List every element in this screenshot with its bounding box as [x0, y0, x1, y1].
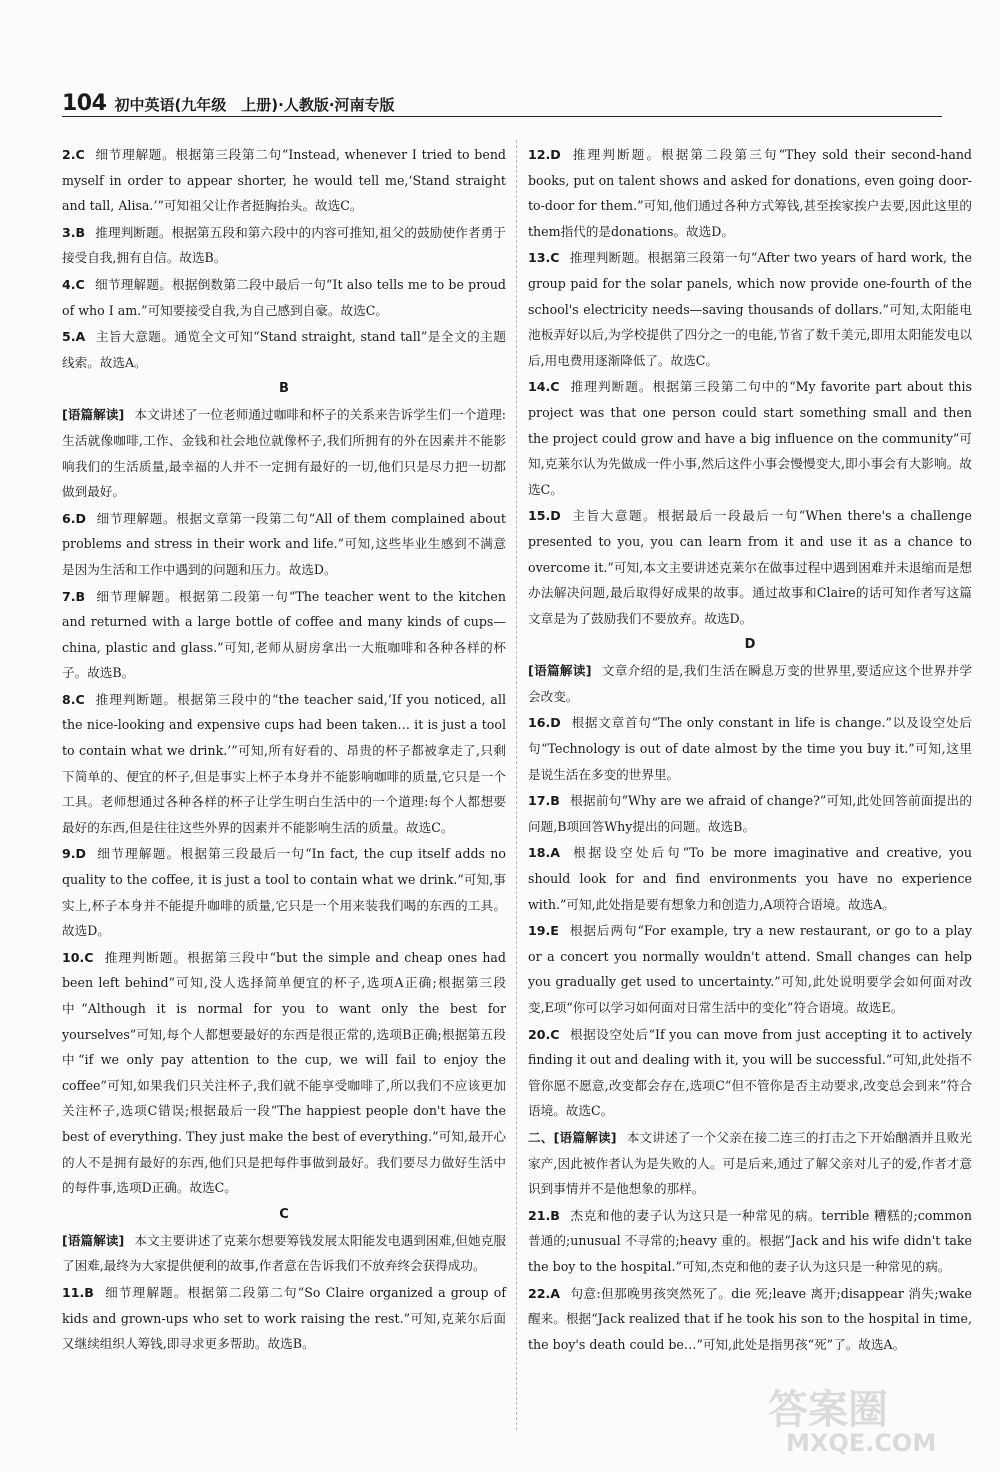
watermark-url: MXQE.COM — [786, 1429, 937, 1457]
question-number: 13.C — [528, 250, 560, 266]
question-number: 12.D — [528, 147, 561, 162]
watermark-text: 答案圈 — [768, 1387, 888, 1433]
section-heading: D — [744, 637, 756, 653]
explanation-text: 根据设空处后句“To be more imaginative and creative, you should look for and find environments you have no experience with.”可知,此处指是要有想象力和创造力,A项符合语境。故选A。 — [528, 845, 972, 912]
left-column — [62, 142, 506, 1358]
explanation-text: 推理判断题。根据第三段第二句中的“My favorite part about this project was that one person could start something small and then the project could grow and have a big influence on the community”可知,克莱尔认为先做成一件小事,然后这件小事会慢慢变大,即小事会有大影响。故选C。 — [528, 379, 972, 497]
question-number: 7.B — [62, 588, 86, 604]
explanation-text: 细节理解题。根据文章第一段第二句“All of them complained about problems and stress in their work and life.”可知,这些毕业生感到不满意是因为生活和工作中遇到的问题和压力。故选D。 — [62, 510, 506, 577]
passage-summary — [62, 402, 506, 504]
header-divider — [62, 116, 942, 117]
column-divider — [516, 140, 517, 1430]
answer-item — [62, 687, 506, 841]
question-number: 22.A — [528, 1285, 561, 1301]
question-number: 19.E — [528, 923, 559, 939]
question-number: 4.C — [62, 276, 85, 292]
book-title: 初中英语(九年级 上册)·人教版·河南专版 — [114, 96, 395, 114]
answer-item — [528, 1203, 972, 1280]
answer-item — [62, 1280, 506, 1357]
question-number: 21.B — [528, 1207, 560, 1223]
question-number: 14.C — [528, 379, 560, 395]
question-number: 8.C — [62, 691, 85, 707]
answer-item — [528, 840, 972, 917]
answer-item — [528, 1281, 972, 1358]
explanation-text: 根据设空处后“If you can move from just accepting it to actively finding it out and dealing with it, you will be successful.”可知,此处指不管你愿不愿意,改变都会存在,选项C“但不管你是否主动要求,改变总会到来”符合语境。故选C。 — [528, 1026, 972, 1119]
question-number: 16.D — [528, 715, 561, 731]
explanation-text: 细节理解题。根据第二段第一句“The teacher went to the kitchen and returned with a large bottle of coffee and many kinds of cups—china, plastic and glass.”可知,老师从厨房拿出一大瓶咖啡和各种各样的杯子。故选B。 — [62, 588, 506, 681]
explanation-text: 根据后两句“For example, try a new restaurant, or go to a play or a concert you normally wouldn't attend. Small changes can help you gradually get used to uncertainty.”可知,此处说明要学会如何面对改变,E项“你可以学习如何面对日常生活中的变化”符合语境。故选E。 — [528, 923, 972, 1015]
explanation-text: 推理判断题。根据第五段和第六段中的内容可推知,祖父的鼓励使作者勇于接受自我,拥有自信。故选B。 — [62, 224, 506, 266]
explanation-text: 本文讲述了一位老师通过咖啡和杯子的关系来告诉学生们一个道理:生活就像咖啡,工作、金钱和社会地位就像杯子,我们所拥有的外在因素并不能影响我们的生活质量,最幸福的人并不一定拥有最好的一切,他们只是尽力把一切都做到最好。 — [62, 407, 506, 500]
answer-item — [528, 710, 972, 787]
question-number: 17.B — [528, 793, 560, 809]
explanation-text: 推理判断题。根据第二段第三句“They sold their second-hand books, put on talent shows and asked for donations, even going door-to-door for them.”可知,他们通过各种方式筹钱,甚至挨家挨户去要,因此这里的them指代的是donations。故选D。 — [528, 147, 972, 239]
question-number: 15.D — [528, 508, 561, 524]
answer-item — [528, 788, 972, 839]
passage-summary — [62, 1228, 506, 1279]
answer-item — [528, 1022, 972, 1124]
answer-item — [528, 245, 972, 373]
answer-item — [62, 584, 506, 686]
question-number: 20.C — [528, 1026, 560, 1042]
explanation-text: 推理判断题。根据第三段中的“the teacher said,‘If you noticed, all the nice-looking and expensive cups had been taken… it is just a tool to contain what we drink.’”可知,所有好看的、昂贵的杯子都被拿走了,只剩下简单的、便宜的杯子,但是事实上杯子本身并不能影响咖啡的质量,它只是一个工具。老师想通过各种各样的杯子让学生明白生活中的一个道理:每个人都想要最好的东西,但是往往这些外界的因素并不能影响生活的质量。故选C。 — [62, 691, 506, 835]
section-heading: B — [279, 381, 289, 397]
explanation-text: 句意:但那晚男孩突然死了。die 死;leave 离开;disappear 消失;wake 醒来。根据“Jack realized that if he took his son to the hospital in time, the boy's death could be…”可知,此处是指男孩“死”了。故选A。 — [528, 1285, 972, 1352]
question-number: 11.B — [62, 1284, 94, 1300]
passage-summary — [528, 658, 972, 709]
explanation-text: 主旨大意题。根据最后一段最后一句“When there's a challenge presented to you, you can learn from it and use it as a chance to overcome it.”可知,本文主要讲述克莱尔在做事过程中遇到困难并未退缩而是想办法解决问题,最后取得好成果的故事。通过故事和Claire的话可知作者写这篇文章是为了鼓励我们不要放弃。故选D。 — [528, 508, 972, 626]
question-number: 10.C — [62, 949, 94, 965]
explanation-text: 细节理解题。根据倒数第二段中最后一句“It also tells me to be proud of who I am.”可知要接受自我,为自己感到自豪。故选C。 — [62, 276, 506, 318]
explanation-text: 主旨大意题。通览全文可知“Stand straight, stand tall”是全文的主题线索。故选A。 — [62, 329, 506, 370]
answer-item — [62, 324, 506, 375]
answer-item — [62, 142, 506, 219]
right-column — [528, 142, 972, 1358]
section-heading: C — [279, 1206, 289, 1222]
answer-item — [62, 272, 506, 323]
explanation-text: 细节理解题。根据第三段最后一句“In fact, the cup itself adds no quality to the coffee, it is just a tool to contain what we drink.”可知,事实上,杯子本身并不能提升咖啡的质量,它只是一个用来装我们喝的东西的工具。故选D。 — [62, 846, 506, 939]
question-number: 2.C — [62, 147, 85, 162]
explanation-text: 推理判断题。根据第三段中“but the simple and cheap ones had been left behind”可知,没人选择简单便宜的杯子,选项A正确;根据第三段中“Although it is normal for you to want only the best for yourselves”可知,每个人都想要最好的东西是很正常的,选项B正确;根据第五段中“if we only pay attention to the cup, we will fail to enjoy the coffee”可知,如果我们只关注杯子,我们就不能享受咖啡了,所以我们不应该更加关注杯子,选项C错误;根据最后一段“The happiest people don't have the best of everything. They just make the best of everything.”可知,最开心的人不是拥有最好的东西,他们只是把每件事做到最好。我们要尽力做好生活中的每件事,选项D正确。故选C。 — [62, 949, 506, 1196]
question-number: 5.A — [62, 329, 86, 345]
answer-item — [62, 945, 506, 1201]
passage-tag: [语篇解读] — [62, 1232, 125, 1248]
page-header — [62, 76, 942, 116]
explanation-text: 根据前句“Why are we afraid of change?”可知,此处回答前面提出的问题,B项回答Why提出的问题。故选B。 — [528, 793, 972, 834]
watermark-logo — [758, 1377, 978, 1457]
explanation-text: 细节理解题。根据第二段第二句“So Claire organized a group of kids and grown-ups who set to work raising the rest.”可知,克莱尔后面又继续组织人筹钱,即寻求更多帮助。故选B。 — [62, 1284, 506, 1352]
explanation-text: 杰克和他的妻子认为这只是一种常见的病。terrible 糟糕的;common 普通的;unusual 不寻常的;heavy 重的。根据“Jack and his wife didn't take the boy to the hospital.”可知,杰克和他的妻子认为这只是一种常见的病。 — [528, 1207, 972, 1274]
answer-item — [528, 142, 972, 244]
answer-item — [62, 506, 506, 583]
explanation-text: 文章介绍的是,我们生活在瞬息万变的世界里,要适应这个世界并学会改变。 — [528, 663, 972, 704]
passage-tag: [语篇解读] — [528, 663, 592, 679]
explanation-text: 根据文章首句“The only constant in life is change.”以及设空处后句“Technology is out of date almost by the time you buy it.”可知,这里是说生活在多变的世界里。 — [528, 715, 972, 782]
explanation-text: 本文主要讲述了克莱尔想要筹钱发展太阳能发电遇到困难,但她克服了困难,最终为大家提供便利的故事,作者意在告诉我们不放弃终会获得成功。 — [62, 1232, 506, 1274]
explanation-text: 细节理解题。根据第三段第二句“Instead, whenever I tried to bend myself in order to appear shorter, he would tell me,‘Stand straight and tall, Alisa.’”可知祖父让作者挺胸抬头。故选C。 — [62, 147, 506, 214]
question-number: 3.B — [62, 224, 86, 240]
answer-item — [62, 220, 506, 271]
passage-tag: [语篇解读] — [62, 407, 125, 423]
passage-summary — [528, 1125, 972, 1202]
question-number: 18.A — [528, 845, 561, 861]
answer-item — [528, 918, 972, 1020]
answer-item — [62, 841, 506, 943]
question-number: 9.D — [62, 846, 87, 862]
page-number: 104 — [62, 91, 107, 116]
question-number: 6.D — [62, 510, 87, 526]
answer-item — [528, 374, 972, 502]
passage-tag: 二、[语篇解读] — [528, 1129, 617, 1145]
explanation-text: 本文讲述了一个父亲在接二连三的打击之下开始酗酒并且败光家产,因此被作者认为是失败的人。可是后来,通过了解父亲对儿子的爱,作者才意识到事情并不是他想象的那样。 — [528, 1129, 973, 1197]
explanation-text: 推理判断题。根据第三段第一句“After two years of hard work, the group paid for the solar panels, which now provide one-fourth of the school's electricity needs—saving thousands of dollars.”可知,太阳能电池板弄好以后,为学校提供了四分之一的电能,节省了数千美元,即用太阳能发电以后,用电费用逐渐降低了。故选C。 — [528, 250, 972, 368]
answer-item — [528, 503, 972, 631]
